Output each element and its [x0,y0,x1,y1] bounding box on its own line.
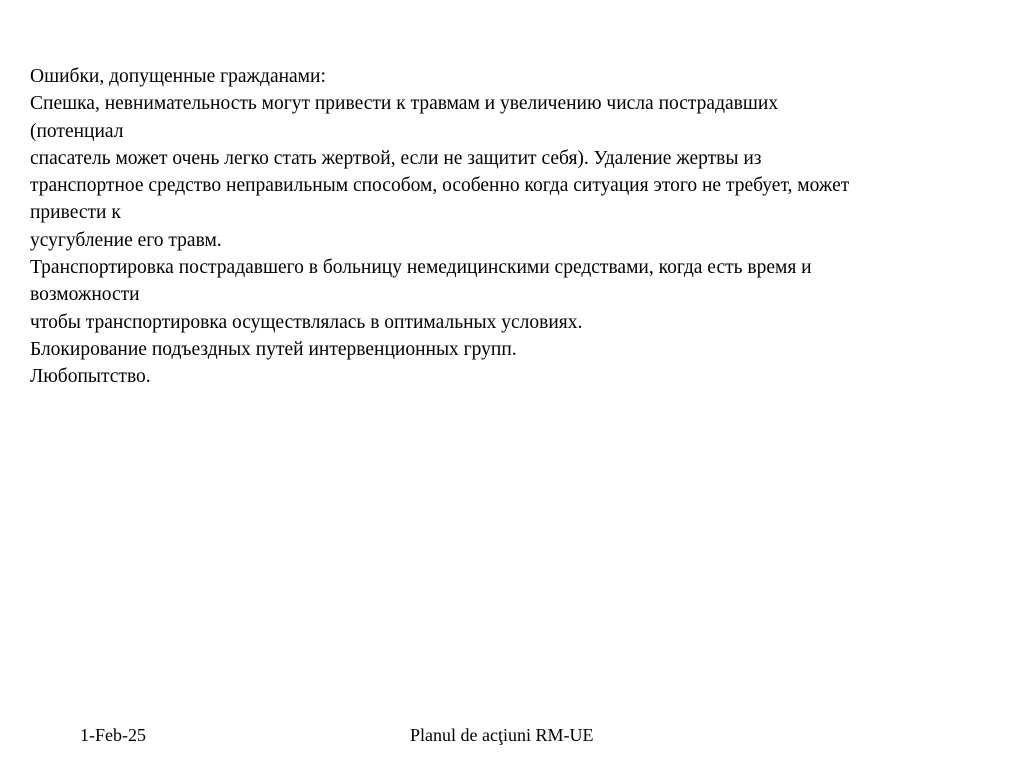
text-line: возможности [30,284,140,306]
text-line: (потенциал [30,120,124,142]
text-line: Спешка, невнимательность могут привести к травмам и увеличению числа пострадавших [30,93,779,115]
text-line: Ошибки, допущенные гражданами: [30,66,326,87]
text-line: Блокирование подъездных путей интервенционных групп. [30,338,517,360]
text-line: транспортное средство неправильным способом, особенно когда ситуация этого не требует, может [30,175,850,197]
text-line: Транспортировка пострадавшего в больницу немедицинскими средствами, когда есть время и [30,257,812,279]
slide-body-text [30,63,1005,391]
text-line: Любопытство. [30,366,151,388]
text-line: спасатель может очень легко стать жертвой, если не защитит себя). Удаление жертвы из [30,147,762,169]
text-line: усугубление его травм. [30,229,222,251]
text-line: чтобы транспортировка осуществлялась в оптимальных условиях. [30,311,583,333]
footer-date: 1-Feb-25 [80,725,146,745]
text-line: привести к [30,202,121,224]
footer-title: Planul de acţiuni RM-UE [410,725,594,745]
